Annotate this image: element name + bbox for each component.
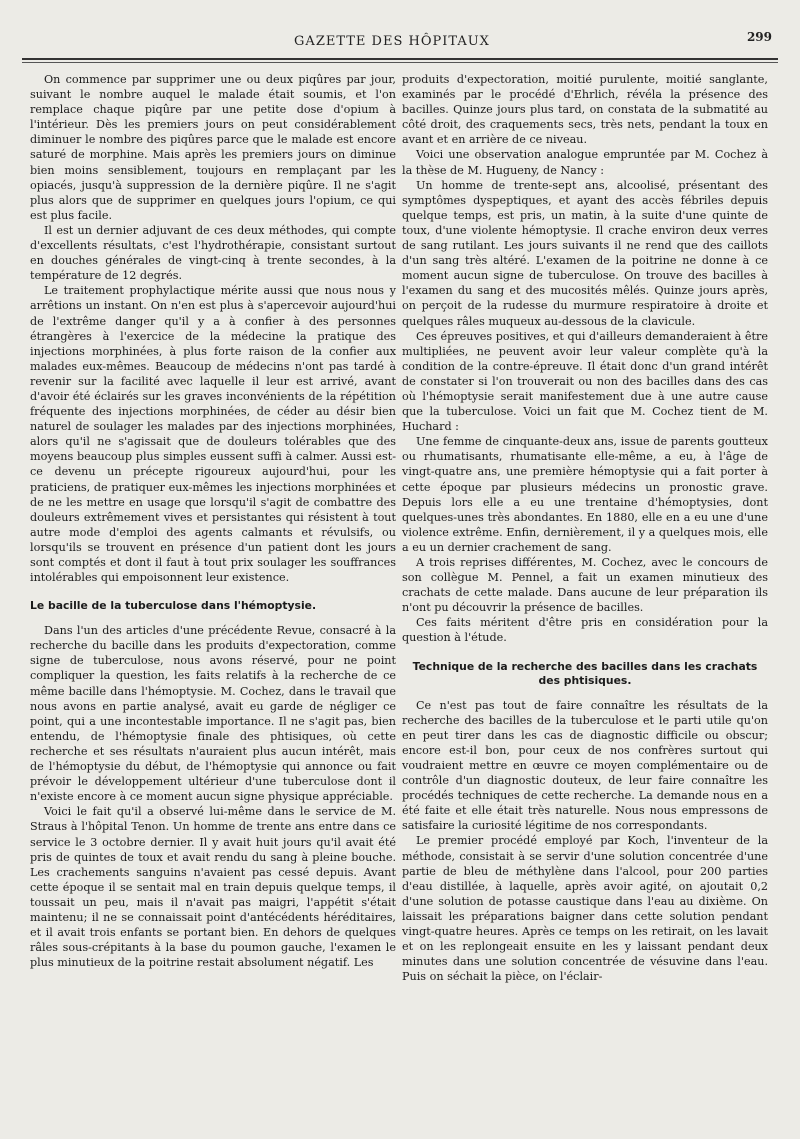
left-column bbox=[30, 72, 396, 1136]
paragraph: Voici une observation analogue empruntée par M. Cochez à la thèse de M. Hugueny, de Nancy : bbox=[402, 148, 768, 177]
section-heading-technique: Technique de la recherche des bacilles dans les crachats des phtisiques. bbox=[412, 659, 758, 687]
paragraph: Voici le fait qu'il a observé lui-même dans le service de M. Straus à l'hôpital Tenon. Un homme de trente ans entre dans ce service le 3 octobre dernier. Il y avait huit jours qu'il avait été pris de quintes de toux et avait rendu du sang à pleine bouche. Les crachements sanguins n'avaient pas cessé depuis. Avant cette époque il se sentait mal en train depuis quelque temps, il toussait un peu, mais il n'avait pas maigri, l'appétit s'était maintenu; il ne se connaissait point d'antécédents héréditaires, et il avait trois enfants se portant bien. En dehors de quelques râles sous-crépitants à la base du poumon gauche, l'examen le plus minutieux de la poitrine restait absolument négatif. Les bbox=[30, 805, 396, 970]
paragraph: Une femme de cinquante-deux ans, issue de parents goutteux ou rhumatisants, rhumatisante elle-même, a eu, à l'âge de vingt-quatre ans, une première hémoptysie qui a fait porter à cette époque par plusieurs médecins un pronostic grave. Depuis lors elle a eu une trentaine d'hémoptysies, dont quelques-unes très abondantes. En 1880, elle en a eu une d'une violence extrême. Enfin, dernièrement, il y a quelques mois, elle a eu un dernier crachement de sang. bbox=[402, 435, 768, 554]
paragraph: Un homme de trente-sept ans, alcoolisé, présentant des symptômes dyspeptiques, et ayant des accès fébriles depuis quelque temps, est pris, un matin, à la suite d'une quinte de toux, d'une violente hémoptysie. Il crache environ deux verres de sang rutilant. Les jours suivants il ne rend que des caillots d'un sang très altéré. L'examen de la poitrine ne donne à ce moment aucun signe de tuberculose. On trouve des bacilles à l'examen du sang et des mucosités mêlés. Quinze jours après, on perçoit de la rudesse du murmure respiratoire à droite et quelques râles muqueux au-dessous de la clavicule. bbox=[402, 178, 768, 328]
header-rule-thick bbox=[22, 58, 778, 60]
header-rule-thin bbox=[22, 62, 778, 63]
paragraph: On commence par supprimer une ou deux piqûres par jour, suivant le nombre auquel le malade était soumis, et l'on remplace chaque piqûre par une petite dose d'opium à l'intérieur. Dès les premiers jours on peut considérablement diminuer le nombre des piqûres parce que le malade est encore saturé de morphine. Mais après les premiers jours on diminue bien moins sensiblement, toujours en remplaçant par les opiacés, jusqu'à suppression de la dernière piqûre. Il ne s'agit plus alors que de supprimer en quelques jours l'opium, ce qui est plus facile. bbox=[30, 73, 396, 222]
paragraph: Ce n'est pas tout de faire connaître les résultats de la recherche des bacilles de la tuberculose et le parti utile qu'on en peut tirer dans les cas de diagnostic difficile ou obscur; encore est-il bon, pour ceux de nos confrères surtout qui voudraient mettre en œuvre ce moyen complémentaire ou de contrôle d'un diagnostic douteux, de leur faire connaître les procédés techniques de cette recherche. La demande nous en a été faite et elle était très naturelle. Nous nous empressons de satisfaire la curiosité légitime de nos correspondants. bbox=[402, 698, 768, 833]
paragraph: Le traitement prophylactique mérite aussi que nous nous y arrêtions un instant. On n'en est plus à s'apercevoir aujourd'hui de l'extrême danger qu'il y a à confier à des personnes étrangères à l'exercice de la médecine la pratique des injections morphinées, à plus forte raison de la confier aux malades eux-mêmes. Beaucoup de médecins n'ont pas tardé à revenir sur la facilité avec laquelle il leur est arrivé, avant d'avoir été éclairés sur les graves inconvénients de la répétition fréquente des injections morphinées, de céder au désir bien naturel de soulager les malades par des injections morphinées, alors qu'il ne s'agissait que de douleurs tolérables que des moyens beaucoup plus simples eussent suffi à calmer. Aussi est-ce devenu un précepte rigoureux aujourd'hui, pour les praticiens, de pratiquer eux-mêmes les injections morphinées et de ne les mettre en usage que lorsqu'il s'agit de combattre des douleurs extrêmement vives et persistantes qui résistent à tout autre mode d'emploi des agents calmants et révulsifs, ou lorsqu'ils se trouvent en présence d'un patient dont les jours sont comptés et dont il faut à tout prix soulager les souffrances intolérables qui empoisonnent leur existence. bbox=[30, 284, 396, 585]
paragraph: Il est un dernier adjuvant de ces deux méthodes, qui compte d'excellents résultats, c'est l'hydrothérapie, consistant surtout en douches générales de vingt-cinq à trente secondes, à la température de 12 degrés. bbox=[30, 223, 396, 283]
right-column bbox=[402, 72, 768, 1136]
paragraph: Ces épreuves positives, et qui d'ailleurs demanderaient à être multipliées, ne peuvent avoir leur valeur complète qu'à la condition de la contre-épreuve. Il était donc d'un grand intérêt de constater si l'on trouverait ou non des bacilles dans des cas où l'hémoptysie serait manifestement due à une autre cause que la tuberculose. Voici un fait que M. Cochez tient de M. Huchard : bbox=[402, 329, 768, 434]
paragraph: A trois reprises différentes, M. Cochez, avec le concours de son collègue M. Pennel, a fait un examen minutieux des crachats de cette malade. Dans aucune de leur préparation ils n'ont pu découvrir la présence de bacilles. bbox=[402, 556, 768, 615]
paragraph: Dans l'un des articles d'une précédente Revue, consacré à la recherche du bacille dans les produits d'expectoration, comme signe de tuberculose, nous avons réservé, pour ne point compliquer la question, les faits relatifs à la recherche de ce même bacille dans l'hémoptysie. M. Cochez, dans le travail que nous avons en partie analysé, avait eu garde de négliger ce point, qui a une incontestable importance. Il ne s'agit pas, bien entendu, de l'hémoptysie finale des phtisiques, où cette recherche et ses résultats n'auraient plus aucun intérêt, mais de l'hémoptysie du début, de l'hémoptysie qui annonce ou fait prévoir le développement ultérieur d'une tuberculose dont il n'existe encore à ce moment aucun signe physique appréciable. bbox=[30, 624, 396, 804]
running-head bbox=[0, 30, 800, 56]
journal-title: GAZETTE DES HÔPITAUX bbox=[294, 34, 490, 49]
page-number: 299 bbox=[746, 30, 772, 44]
paragraph: Ces faits méritent d'être pris en considération pour la question à l'étude. bbox=[402, 616, 768, 645]
section-heading-bacille-hemoptysie: Le bacille de la tuberculose dans l'hémoptysie. bbox=[30, 599, 317, 613]
paragraph: Le premier procédé employé par Koch, l'inventeur de la méthode, consistait à se servir d'une solution concentrée d'une partie de bleu de méthylène dans l'alcool, pour 200 parties d'eau distillée, à laquelle, après avoir agité, on ajoutait 0,2 d'une solution de potasse caustique dans l'eau au dixième. On laissait les préparations baigner dans cette solution pendant vingt-quatre heures. Après ce temps on les retirait, on les lavait et on les replongeait ensuite en les y laissant pendant deux minutes dans une solution concentrée de vésuvine dans l'eau. Puis on séchait la pièce, on l'éclair- bbox=[402, 834, 768, 984]
paragraph-continued: produits d'expectoration, moitié purulente, moitié sanglante, examinés par le procédé d'Ehrlich, révéla la présence des bacilles. Quinze jours plus tard, on constata de la submatité au côté droit, des craquements secs, très nets, pendant la toux en avant et en arrière de ce niveau. bbox=[402, 73, 768, 147]
